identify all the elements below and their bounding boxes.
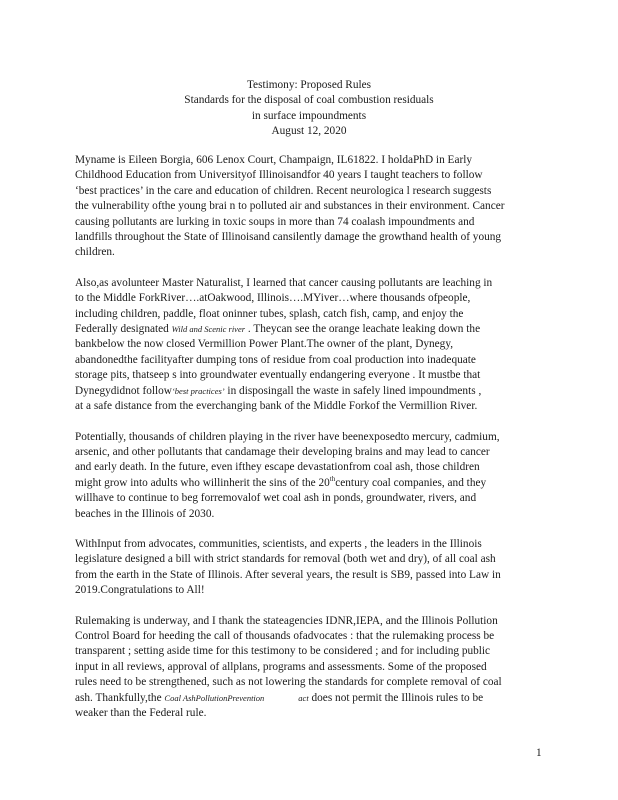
text-line: at a safe distance from the everchanging bank of the Middle Forkof the Vermillion River. xyxy=(75,400,478,413)
text-line: WithInput from advocates, communities, scientists, and experts , the leaders in the Illinois xyxy=(75,537,482,550)
text-line xyxy=(75,322,553,337)
text-line: and early death. In the future, even ifthey escape devastationfrom coal ash, those children xyxy=(75,461,480,474)
text-line xyxy=(75,691,553,706)
text-segment: does not permit the Illinois rules to be xyxy=(308,691,484,704)
page-number: 1 xyxy=(536,747,542,759)
text-line: to the Middle ForkRiver….atOakwood, Illinois….MYiver…where thousands ofpeople, xyxy=(75,292,471,305)
text-line: the vulnerability ofthe young brai n to polluted air and substances in their environment. Cancer xyxy=(75,200,505,213)
text-line: Control Board for heeding the call of thousands ofadvocates : that the rulemaking process be xyxy=(75,629,495,642)
text-line: Potentially, thousands of children playing in the river have beenexposedto mercury, cadmium, xyxy=(75,430,500,443)
paragraph-2 xyxy=(75,276,553,415)
header-block xyxy=(0,78,618,140)
act-word-term: act xyxy=(298,692,309,703)
text-line: ‘best practices’ in the care and education of children. Recent neurologica l research suggests xyxy=(75,184,492,197)
text-segment: in disposingall the waste in safely lined impoundments , xyxy=(224,384,482,397)
text-line xyxy=(75,384,553,399)
text-line: rules need to be strengthened, such as not lowering the standards for complete removal of coal xyxy=(75,676,502,689)
text-line: storage pits, thatseep s into groundwater eventually endangering everyone . It mustbe that xyxy=(75,369,481,382)
text-line: weaker than the Federal rule. xyxy=(75,707,207,719)
text-segment: Federally designated xyxy=(75,323,169,336)
text-line: willhave to continue to beg forremovalof wet coal ash in ponds, groundwater, rivers, and xyxy=(75,492,477,505)
text-line: landfills throughout the State of Illinoisand cansilently damage the growthand health of young xyxy=(75,231,502,244)
standards-subtitle: Standards for the disposal of coal combustion residuals xyxy=(184,94,434,107)
text-segment: century coal companies, and they xyxy=(335,476,487,489)
text-line: arsenic, and other pollutants that candamage their developing brains and may lead to cancer xyxy=(75,445,490,458)
text-line: Myname is Eileen Borgia, 606 Lenox Court, Champaign, IL61822. I holdaPhD in Early xyxy=(75,154,473,166)
text-line: Rulemaking is underway, and I thank the stateagencies IDNR,IEPA, and the Illinois Pollution xyxy=(75,614,498,627)
superscript-th: th xyxy=(329,474,336,483)
text-segment: Dynegydidnot follow xyxy=(75,384,172,397)
text-segment: ash. Thankfully,the xyxy=(75,691,162,704)
act-name-term: Coal AshPollutionPrevention xyxy=(164,692,265,703)
text-line xyxy=(75,476,553,491)
text-line: transparent ; setting aside time for this testimony to be considered ; and for including public xyxy=(75,645,491,658)
text-line: including children, paddle, float oninner tubes, splash, catch fish, camp, and enjoy the xyxy=(75,307,464,320)
text-line: from the earth in the State of Illinois. After several years, the result is SB9, passed into Law in xyxy=(75,568,501,581)
text-line: abandonedthe facilityafter dumping tons of residue from coal production into inadequate xyxy=(75,353,476,366)
text-segment: . Theycan see the orange leachate leaking down the xyxy=(245,323,481,336)
text-segment: might grow into adults who willinherit the sins of the 20 xyxy=(75,476,330,489)
impoundments-subtitle: in surface impoundments xyxy=(251,109,367,122)
wild-scenic-river-term: Wild and Scenic river xyxy=(171,324,246,335)
text-line: beaches in the Illinois of 2030. xyxy=(75,507,215,520)
text-line: bankbelow the now closed Vermillion Power Plant.The owner of the plant, Dynegy, xyxy=(75,338,454,351)
paragraph-1 xyxy=(75,153,553,261)
text-line: legislature designed a bill with strict standards for removal (both wet and dry), of all coal ash xyxy=(75,553,496,566)
text-line: 2019.Congratulations to All! xyxy=(75,584,205,597)
testimony-date: August 12, 2020 xyxy=(271,125,347,138)
text-line: children. xyxy=(75,246,115,259)
text-line: input in all reviews, approval of allplans, programs and assessments. Some of the proposed xyxy=(75,660,487,673)
paragraph-3 xyxy=(75,430,553,522)
testimony-title: Testimony: Proposed Rules xyxy=(246,79,372,91)
text-line: Childhood Education from Universityof Illinoisandfor 40 years I taught teachers to follow xyxy=(75,169,483,182)
text-line: Also,as avolunteer Master Naturalist, I learned that cancer causing pollutants are leaching in xyxy=(75,276,493,289)
paragraph-5 xyxy=(75,614,553,722)
body-text xyxy=(75,153,553,736)
best-practices-term: ‘best practices’ xyxy=(171,385,225,396)
paragraph-4 xyxy=(75,537,553,599)
text-line: causing pollutants are lurking in toxic soups in more than 74 coalash impoundments and xyxy=(75,215,475,228)
